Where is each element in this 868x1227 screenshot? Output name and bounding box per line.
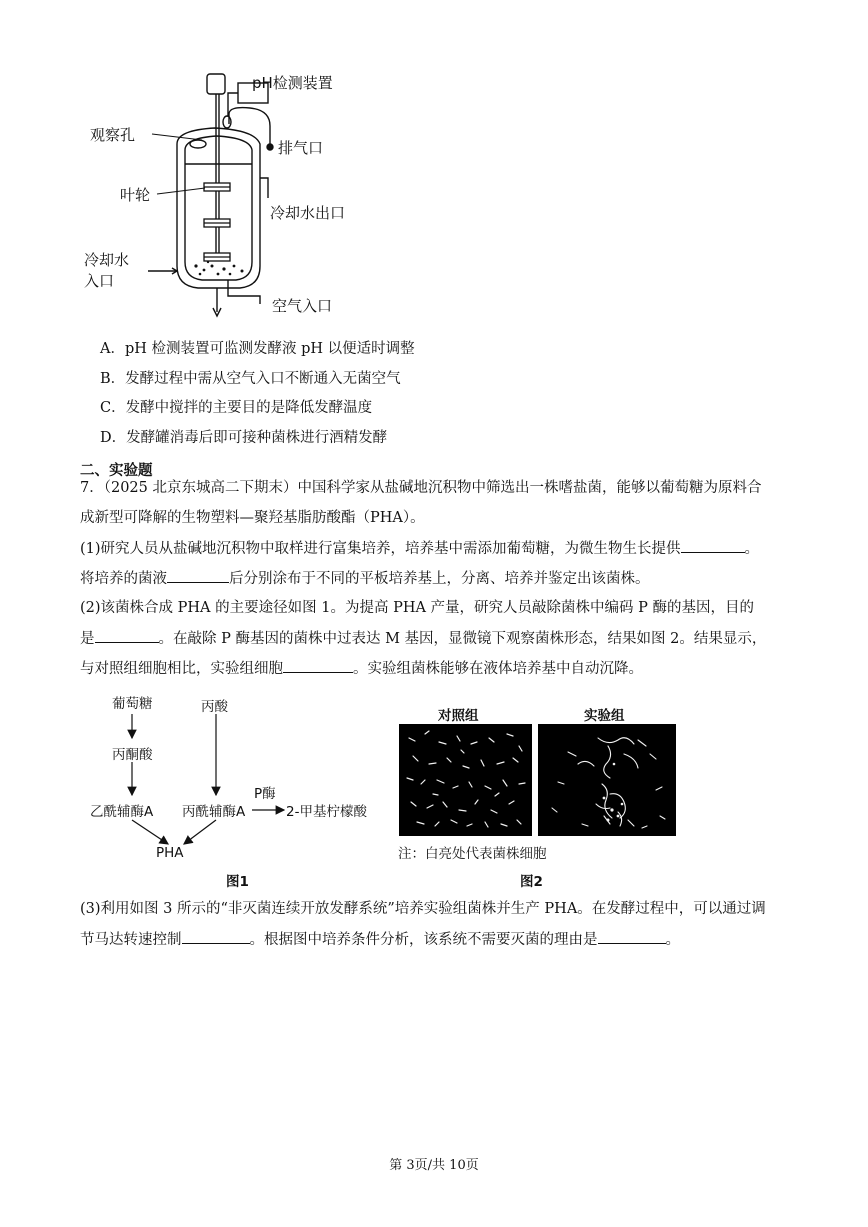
q7-part1-text: (1)研究人员从盐碱地沉积物中取样进行富集培养，培养基中需添加葡萄糖，为微生物生长提供 bbox=[80, 541, 681, 557]
q7-part3-line1: (3)利用如图 3 所示的“非灭菌连续开放发酵系统”培养实验组菌株并生产 PHA。在发酵过程中，可以通过调 bbox=[80, 901, 766, 917]
acetyl-coa-label: 乙酰辅酶A bbox=[90, 804, 154, 820]
control-cells bbox=[399, 724, 532, 836]
q7-part2-b-start: 是 bbox=[80, 631, 95, 647]
propionyl-coa-label: 丙酰辅酶A bbox=[182, 804, 246, 820]
answer-blank-4[interactable] bbox=[283, 658, 353, 673]
section-title: 二、实验题 bbox=[80, 463, 153, 479]
control-micrograph bbox=[399, 724, 532, 836]
q7-part2-b-end: 。在敲除 P 酶基因的菌株中过表达 M 基因，显微镜下观察菌株形态，结果如图 2。结果显示， bbox=[158, 631, 767, 647]
methylcitrate-label: 2-甲基柠檬酸 bbox=[286, 804, 367, 820]
figure-1 bbox=[86, 690, 386, 890]
experiment-micrograph bbox=[538, 724, 676, 836]
q7-part2-c-start: 与对照组细胞相比，实验组细胞 bbox=[80, 661, 283, 677]
pha-label: PHA bbox=[156, 845, 184, 861]
option-c: C．发酵中搅拌的主要目的是降低发酵温度 bbox=[100, 400, 373, 416]
air-in-label: 空气入口 bbox=[272, 297, 333, 315]
page-footer: 第 3页/共 10页 bbox=[389, 1158, 479, 1173]
q7-part2-line3 bbox=[80, 658, 643, 679]
cooling-out-label: 冷却水出口 bbox=[270, 204, 346, 222]
cooling-in-label-1: 冷却水 bbox=[84, 251, 130, 269]
experiment-cells bbox=[538, 724, 676, 836]
option-d: D．发酵罐消毒后即可接种菌株进行酒精发酵 bbox=[100, 430, 388, 446]
option-b: B．发酵过程中需从空气入口不断通入无菌空气 bbox=[100, 371, 401, 387]
answer-blank-1[interactable] bbox=[681, 538, 745, 553]
figure-2-note: 注：白亮处代表菌株细胞 bbox=[398, 846, 547, 862]
q7-part3-b-start: 节马达转速控制 bbox=[80, 932, 182, 948]
control-label: 对照组 bbox=[438, 708, 479, 724]
pathway-arrows bbox=[86, 690, 386, 890]
cooling-in-label-2: 入口 bbox=[84, 272, 115, 290]
figure-2 bbox=[398, 704, 688, 894]
q7-part2-c-end: 。实验组菌株能够在液体培养基中自动沉降。 bbox=[353, 661, 643, 677]
answer-blank-5[interactable] bbox=[182, 929, 250, 944]
answer-blank-6[interactable] bbox=[598, 929, 666, 944]
q7-part1-end: 。 bbox=[744, 541, 760, 557]
q7-part1-b-start: 将培养的菌液 bbox=[80, 571, 167, 587]
answer-blank-2[interactable] bbox=[167, 568, 229, 583]
experiment-label: 实验组 bbox=[584, 708, 625, 724]
fermenter-diagram bbox=[80, 66, 380, 336]
q7-part3-b-mid: 。根据图中培养条件分析，该系统不需要灭菌的理由是 bbox=[249, 932, 598, 948]
propionate-label: 丙酸 bbox=[201, 699, 228, 715]
q7-part3-line2 bbox=[80, 929, 680, 950]
q7-part2-line2 bbox=[80, 628, 766, 649]
q7-line1: 7．（2025 北京东城高二下期末）中国科学家从盐碱地沉积物中筛选出一株嗜盐菌，能够以葡萄糖为原料合 bbox=[80, 480, 762, 496]
figure-2-caption: 图2 bbox=[520, 874, 543, 890]
q7-part1-line2 bbox=[80, 568, 650, 589]
glucose-label: 葡萄糖 bbox=[112, 696, 153, 712]
exhaust-label: 排气口 bbox=[278, 139, 324, 157]
q7-part1-line1 bbox=[80, 538, 759, 559]
q7-part1-b-end: 后分别涂布于不同的平板培养基上，分离、培养并鉴定出该菌株。 bbox=[229, 571, 650, 587]
figure-1-caption: 图1 bbox=[226, 874, 249, 890]
answer-blank-3[interactable] bbox=[95, 628, 159, 643]
ph-device-label: pH检测装置 bbox=[252, 74, 333, 92]
q7-part3-b-end: 。 bbox=[665, 932, 680, 948]
p-enzyme-label: P酶 bbox=[254, 786, 276, 802]
option-a: A．pH 检测装置可监测发酵液 pH 以便适时调整 bbox=[100, 341, 415, 357]
q7-line2: 成新型可降解的生物塑料—聚羟基脂肪酸酯（PHA）。 bbox=[80, 510, 425, 526]
q7-part2-line1: (2)该菌株合成 PHA 的主要途径如图 1。为提高 PHA 产量，研究人员敲除菌株中编码 P 酶的基因，目的 bbox=[80, 600, 755, 616]
observation-hole-label: 观察孔 bbox=[90, 126, 136, 144]
impeller-label: 叶轮 bbox=[120, 186, 151, 204]
pyruvate-label: 丙酮酸 bbox=[112, 747, 153, 763]
